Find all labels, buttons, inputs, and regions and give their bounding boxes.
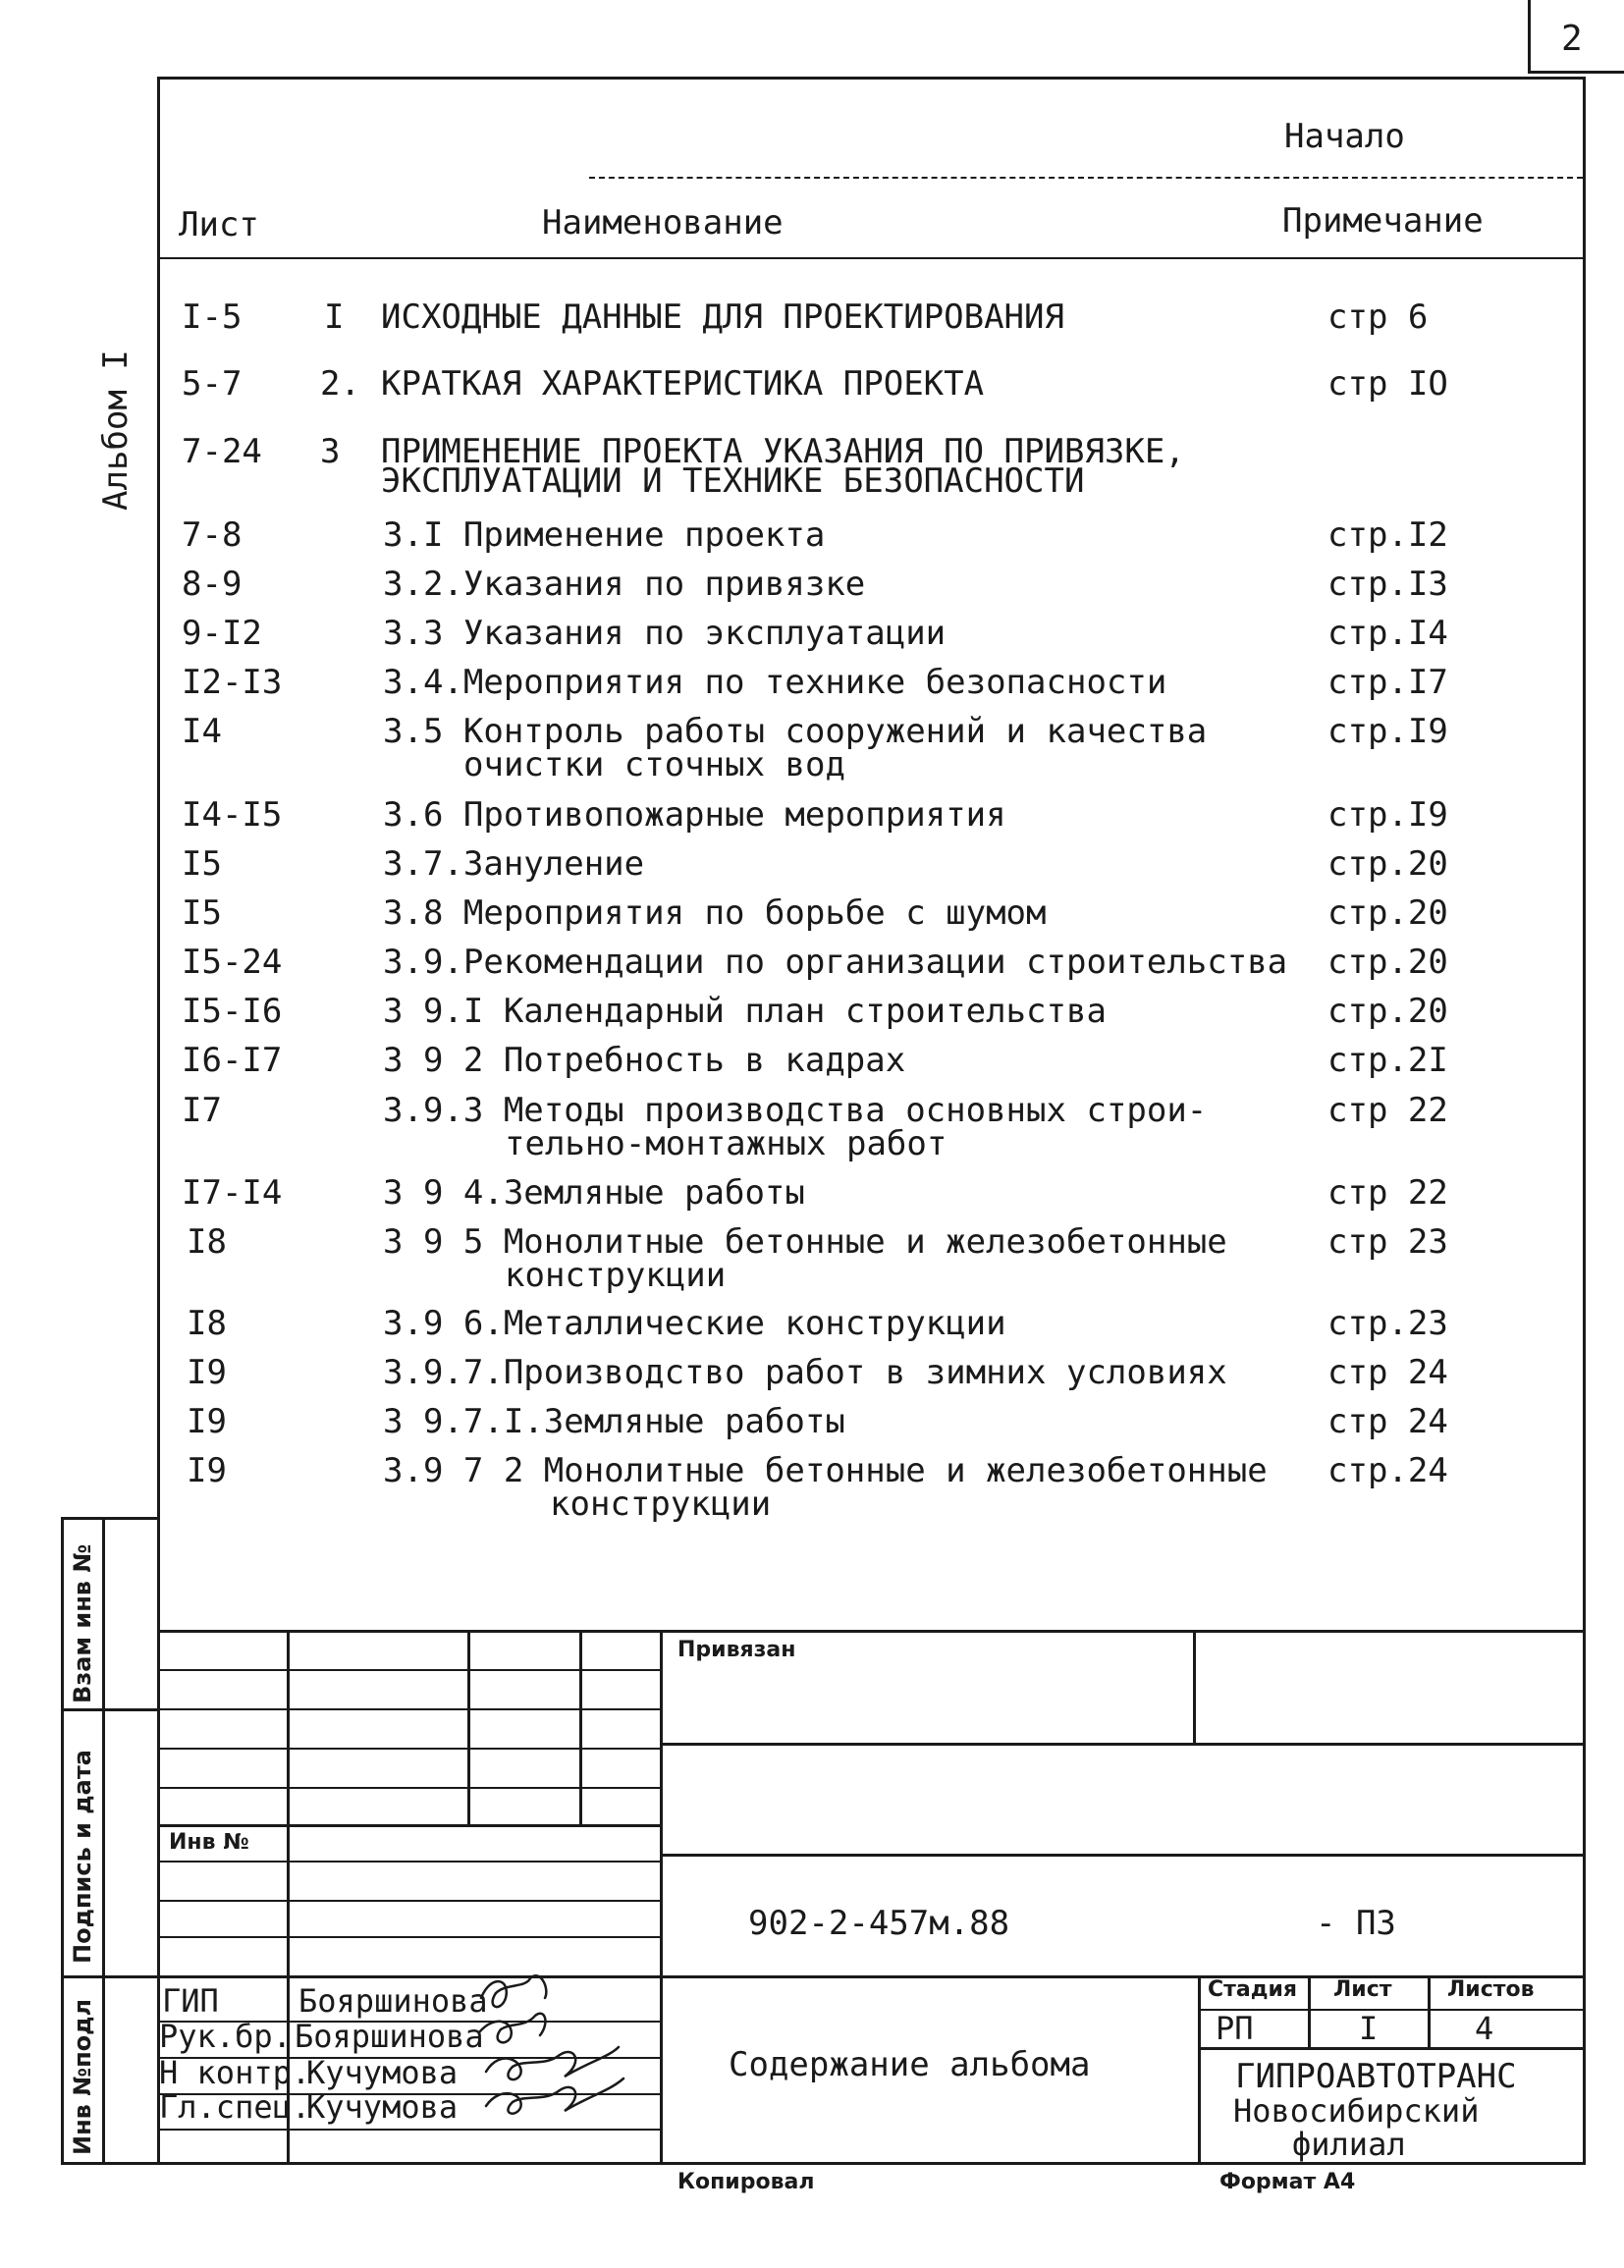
row-section-number: 3: [320, 432, 341, 471]
column-header-note: Примечание: [1282, 201, 1484, 241]
privyazan-label: Привязан: [677, 1638, 796, 1662]
row-sheet: I5-I6: [182, 992, 283, 1031]
tb-stage-header-line: [1198, 2009, 1583, 2011]
row-note: стр.2I: [1327, 1041, 1448, 1080]
list-item: [0, 846, 1624, 886]
row-sheet: I5: [182, 893, 222, 933]
list-item: [0, 945, 1624, 984]
row-note: стр IO: [1327, 364, 1448, 404]
row-sheet: 5-7: [182, 364, 243, 404]
row-section-number: I: [324, 297, 345, 337]
row-note: стр 6: [1327, 297, 1429, 337]
start-label: Начало: [1284, 117, 1405, 156]
row-title: 3.8 Мероприятия по борьбе с шумом: [383, 893, 1047, 933]
footer-copied: Копировал: [677, 2170, 815, 2194]
row-title: 3.9.Рекомендации по организации строительства: [383, 943, 1288, 982]
list-item: [0, 1306, 1624, 1345]
inv-no-label: Инв №: [169, 1830, 249, 1855]
sheet-header: Лист: [1333, 1977, 1392, 2002]
sheets-header: Листов: [1447, 1977, 1535, 2002]
row-title: ИСХОДНЫЕ ДАННЫЕ ДЛЯ ПРОЕКТИРОВАНИЯ: [381, 297, 1064, 337]
list-item: [0, 567, 1624, 606]
header-dash-line: [589, 177, 1583, 179]
list-item: [0, 1355, 1624, 1394]
page-number-box-left: [1528, 0, 1531, 73]
list-item: [0, 299, 1624, 339]
row-note: стр.I9: [1327, 712, 1448, 751]
header-divider: [157, 257, 1583, 259]
list-item: [0, 517, 1624, 557]
row-title: 3.3 Указания по эксплуатации: [383, 614, 947, 653]
row-sheet: 7-24: [182, 432, 262, 471]
tb-top: [157, 1630, 1583, 1633]
row-title-continued: тельно-монтажных работ: [505, 1124, 947, 1163]
side-stamp-vzam-inv: Взам инв №: [69, 1543, 96, 1703]
side-stamp-podpis-data: Подпись и дата: [69, 1750, 96, 1964]
row-title: 3 9.I Календарный план строительства: [383, 992, 1107, 1031]
tb-left-row-6: [157, 1861, 660, 1863]
tb-left-row-1: [157, 1669, 660, 1671]
signature-image: [471, 1969, 658, 2135]
row-title: 3.6 Противопожарные мероприятия: [383, 795, 1006, 835]
row-sheet: I8: [187, 1304, 227, 1343]
signer-name: Бояршинова: [298, 1982, 488, 2020]
row-title: 3.5 Контроль работы сооружений и качества: [383, 712, 1208, 751]
row-title: 3 9 5 Монолитные бетонные и железобетонные: [383, 1222, 1227, 1262]
tb-left-row-2: [157, 1708, 660, 1710]
row-title: 3 9.7.I.Земляные работы: [383, 1402, 845, 1441]
side-stamp-outer-left: [61, 1517, 64, 2165]
signer-name: Бояршинова: [295, 2018, 484, 2055]
tb-privyazan-divider: [1193, 1630, 1196, 1743]
organization-branch: Новосибирский: [1233, 2092, 1480, 2130]
tb-code-bottom: [660, 1975, 1583, 1978]
tb-left-row-8: [157, 1936, 660, 1938]
row-title: 3.9 6.Металлические конструкции: [383, 1304, 1006, 1343]
row-note: стр.I3: [1327, 565, 1448, 604]
signer-role: ГИП: [162, 1982, 219, 2020]
list-item: [0, 895, 1624, 935]
signer-name: Кучумова: [306, 2088, 459, 2126]
tb-left-row-7: [157, 1900, 660, 1902]
row-sheet: I7: [182, 1091, 222, 1130]
row-title: ПРИМЕНЕНИЕ ПРОЕКТА УКАЗАНИЯ ПО ПРИВЯЗКЕ,: [381, 432, 1185, 471]
frame-top: [157, 77, 1585, 80]
list-item: [0, 1451, 1624, 1524]
row-title-continued: очистки сточных вод: [463, 745, 845, 784]
list-item: [0, 1091, 1624, 1163]
row-title: 3.9 7 2 Монолитные бетонные и железобетонные: [383, 1451, 1268, 1490]
row-title: 3 9 2 Потребность в кадрах: [383, 1041, 906, 1080]
row-note: стр.20: [1327, 893, 1448, 933]
stage-value: РП: [1216, 2010, 1254, 2047]
list-item: [0, 712, 1624, 784]
row-note: стр.I9: [1327, 795, 1448, 835]
tb-main-divider: [660, 1630, 663, 2165]
list-item: [0, 665, 1624, 704]
footer-format: Формат А4: [1219, 2170, 1356, 2194]
column-header-name: Наименование: [542, 203, 784, 243]
page-number-box-bottom: [1528, 71, 1624, 74]
document-title: Содержание альбома: [729, 2045, 1091, 2084]
tb-left-row-5: [157, 1824, 660, 1827]
row-section-number: 2.: [320, 364, 360, 404]
list-item: [0, 1175, 1624, 1215]
side-stamp-divider-1: [61, 1708, 157, 1711]
row-title: 3.9.7.Производство работ в зимних условиях: [383, 1353, 1227, 1392]
row-sheet: I4-I5: [182, 795, 283, 835]
row-title: 3.I Применение проекта: [383, 515, 826, 555]
organization-branch-word: филиал: [1292, 2126, 1406, 2163]
row-title: 3.9.3 Методы производства основных строи-: [383, 1091, 1208, 1130]
row-sheet: I9: [187, 1451, 227, 1490]
row-note: стр.20: [1327, 943, 1448, 982]
document-suffix: - ПЗ: [1316, 1904, 1396, 1943]
row-sheet: I5-24: [182, 943, 283, 982]
row-note: стр.I4: [1327, 614, 1448, 653]
list-item: [0, 994, 1624, 1033]
row-note: стр 23: [1327, 1222, 1448, 1262]
list-item: [0, 1043, 1624, 1082]
tb-privyazan-bottom: [660, 1743, 1583, 1746]
tb-stage-mid-2: [1428, 1975, 1431, 2049]
row-note: стр 24: [1327, 1353, 1448, 1392]
tb-stage-left: [1198, 1975, 1201, 2162]
row-note: стр.24: [1327, 1451, 1448, 1490]
sheet-value: I: [1359, 2010, 1379, 2047]
row-title: 3.7.Зануление: [383, 844, 645, 884]
row-title: 3 9 4.Земляные работы: [383, 1173, 805, 1213]
row-sheet: I-5: [182, 297, 243, 337]
row-note: стр 22: [1327, 1173, 1448, 1213]
row-title: 3.2.Указания по привязке: [383, 565, 866, 604]
document-code: 902-2-457м.88: [748, 1904, 1010, 1943]
list-item: [0, 797, 1624, 837]
row-sheet: I8: [187, 1222, 227, 1262]
signer-name: Кучумова: [306, 2054, 459, 2091]
list-item: [0, 1404, 1624, 1443]
organization-name: ГИПРОАВТОТРАНС: [1235, 2057, 1517, 2096]
tb-stage-bottom: [1198, 2047, 1583, 2050]
list-item: [0, 432, 1624, 501]
list-item: [0, 1222, 1624, 1295]
row-note: стр.20: [1327, 844, 1448, 884]
signer-role: Н контр.: [159, 2054, 311, 2091]
row-sheet: 9-I2: [182, 614, 262, 653]
side-stamp-inv-podl: Инв №подл: [69, 1998, 96, 2155]
row-sheet: I5: [182, 844, 222, 884]
list-item: [0, 366, 1624, 405]
tb-col-2: [467, 1630, 470, 1826]
side-stamp-inner: [102, 1517, 105, 2165]
album-label: Альбом I: [96, 350, 135, 511]
row-sheet: 7-8: [182, 515, 243, 555]
row-note: стр.I7: [1327, 663, 1448, 702]
row-sheet: I9: [187, 1353, 227, 1392]
row-title: 3.4.Мероприятия по технике безопасности: [383, 663, 1167, 702]
row-sheet: I4: [182, 712, 222, 751]
side-stamp-divider-2: [61, 1975, 157, 1978]
page-number: 2: [1561, 19, 1583, 59]
row-sheet: I6-I7: [182, 1041, 283, 1080]
row-title-continued: ЭКСПЛУАТАЦИИ И ТЕХНИКЕ БЕЗОПАСНОСТИ: [381, 461, 1085, 501]
row-sheet: 8-9: [182, 565, 243, 604]
row-note: стр.I2: [1327, 515, 1448, 555]
column-header-sheet: Лист: [179, 205, 259, 244]
row-title: КРАТКАЯ ХАРАКТЕРИСТИКА ПРОЕКТА: [381, 364, 985, 404]
row-title-continued: конструкции: [505, 1256, 727, 1295]
signer-role: Гл.спец.: [159, 2088, 311, 2126]
tb-stage-mid-1: [1308, 1975, 1311, 2049]
tb-col-3: [579, 1630, 582, 1826]
row-note: стр.20: [1327, 992, 1448, 1031]
row-sheet: I7-I4: [182, 1173, 283, 1213]
tb-left-row-3: [157, 1748, 660, 1750]
row-note: стр.23: [1327, 1304, 1448, 1343]
row-note: стр 22: [1327, 1091, 1448, 1130]
row-sheet: I2-I3: [182, 663, 283, 702]
row-title-continued: конструкции: [550, 1485, 772, 1524]
signer-role: Рук.бр.: [159, 2018, 292, 2055]
tb-left-row-4: [157, 1787, 660, 1789]
stage-header: Стадия: [1208, 1977, 1298, 2002]
list-item: [0, 616, 1624, 655]
row-note: стр 24: [1327, 1402, 1448, 1441]
side-stamp-top: [61, 1517, 157, 1520]
sheets-value: 4: [1475, 2010, 1494, 2047]
row-sheet: I9: [187, 1402, 227, 1441]
tb-code-top: [660, 1854, 1583, 1857]
